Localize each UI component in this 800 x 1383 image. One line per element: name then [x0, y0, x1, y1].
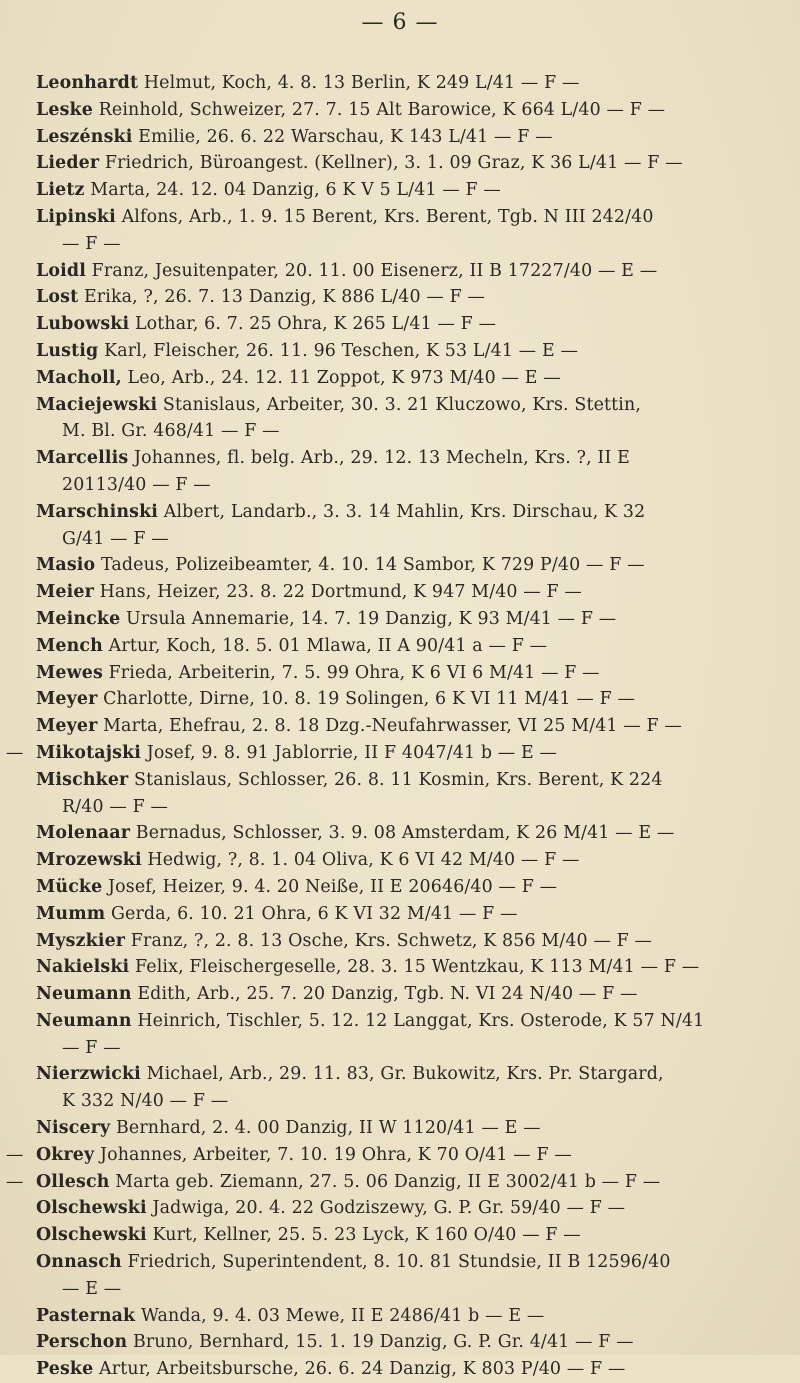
entry-details: Marta, Ehefrau, 2. 8. 18 Dzg.-Neufahrwasser, VI 25 M/41 — F —: [103, 716, 682, 737]
entry-details: Bernhard, 2. 4. 00 Danzig, II W 1120/41 — E —: [115, 1118, 541, 1139]
entry-details: Frieda, Arbeiterin, 7. 5. 99 Ohra, K 6 VI 6 M/41 — F —: [108, 662, 600, 683]
entry-details-continued: 20113/40 — F —: [62, 474, 211, 495]
entry-surname: Marcellis: [36, 448, 129, 469]
entry-details: Wanda, 9. 4. 03 Mewe, II E 2486/41 b — E —: [140, 1305, 545, 1326]
entry-surname: Ollesch: [36, 1171, 110, 1192]
list-item: [0, 901, 800, 928]
list-item: [0, 1222, 800, 1249]
entry-details: Erika, ?, 26. 7. 13 Danzig, K 886 L/40 — F —: [83, 287, 486, 308]
entry-surname: Lustig: [36, 340, 99, 361]
list-item: [0, 713, 800, 740]
list-item: [0, 445, 800, 499]
entry-details: Ursula Annemarie, 14. 7. 19 Danzig, K 93 M/41 — F —: [126, 608, 617, 629]
entry-surname: Olschewski: [36, 1225, 147, 1246]
list-item: [0, 686, 800, 713]
list-item: [0, 392, 800, 446]
entry-surname: Lipinski: [36, 206, 116, 227]
entry-surname: Perschon: [36, 1332, 128, 1353]
entry-details: Jadwiga, 20. 4. 22 Godziszewy, G. P. Gr. 59/40 — F —: [152, 1198, 626, 1219]
entry-surname: Masio: [36, 555, 96, 576]
entry-details: Lothar, 6. 7. 25 Ohra, K 265 L/41 — F —: [134, 314, 497, 335]
entry-details: Hans, Heizer, 23. 8. 22 Dortmund, K 947 M/40 — F —: [99, 582, 582, 603]
entry-surname: Pasternak: [36, 1305, 136, 1326]
entry-details: Albert, Landarb., 3. 3. 14 Mahlin, Krs. Dirschau, K 32: [163, 501, 646, 522]
entry-surname: Myszkier: [36, 930, 126, 951]
entry-details: Stanislaus, Schlosser, 26. 8. 11 Kosmin, Krs. Berent, K 224: [134, 769, 663, 790]
entry-details: Artur, Koch, 18. 5. 01 Mlawa, II A 90/41 a — F —: [108, 635, 548, 656]
entry-list: [0, 70, 800, 1383]
entry-surname: Meincke: [36, 608, 121, 629]
list-item: [0, 767, 800, 821]
entry-surname: Mischker: [36, 769, 129, 790]
entry-details: Franz, ?, 2. 8. 13 Osche, Krs. Schwetz, K 856 M/40 — F —: [130, 930, 653, 951]
margin-dash-marker: —: [6, 1144, 24, 1165]
entry-details: Marta geb. Ziemann, 27. 5. 06 Danzig, II E 3002/41 b — F —: [115, 1171, 661, 1192]
entry-details-continued: M. Bl. Gr. 468/41 — F —: [62, 421, 280, 442]
entry-details: Alfons, Arb., 1. 9. 15 Berent, Krs. Berent, Tgb. N III 242/40: [121, 206, 654, 227]
list-item: [0, 284, 800, 311]
entry-details-continued: — E —: [62, 1278, 122, 1299]
entry-surname: Maciejewski: [36, 394, 158, 415]
entry-surname: Lieder: [36, 153, 100, 174]
list-item: [0, 258, 800, 285]
list-item: [0, 606, 800, 633]
entry-details: Friedrich, Superintendent, 8. 10. 81 Stundsie, II B 12596/40: [127, 1252, 671, 1273]
entry-details: Edith, Arb., 25. 7. 20 Danzig, Tgb. N. VI 24 N/40 — F —: [137, 984, 638, 1005]
entry-details: Franz, Jesuitenpater, 20. 11. 00 Eisenerz, II B 17227/40 — E —: [91, 260, 658, 281]
entry-surname: Nakielski: [36, 957, 130, 978]
entry-details: Josef, 9. 8. 91 Jablorrie, II F 4047/41 b — E —: [146, 742, 558, 763]
entry-surname: Mumm: [36, 903, 106, 924]
entry-surname: Meier: [36, 582, 94, 603]
entry-surname: Mrozewski: [36, 850, 142, 871]
list-item: [0, 820, 800, 847]
entry-surname: Lubowski: [36, 314, 130, 335]
entry-details: Josef, Heizer, 9. 4. 20 Neiße, II E 20646/40 — F —: [108, 876, 558, 897]
entry-surname: Molenaar: [36, 823, 131, 844]
entry-surname: Mewes: [36, 662, 103, 683]
list-item: [0, 70, 800, 97]
entry-surname: Peske: [36, 1359, 94, 1380]
entry-surname: Leszénski: [36, 126, 133, 147]
entry-details: Reinhold, Schweizer, 27. 7. 15 Alt Barowice, K 664 L/40 — F —: [98, 99, 666, 120]
entry-details-continued: — F —: [62, 233, 121, 254]
entry-details: Hedwig, ?, 8. 1. 04 Oliva, K 6 VI 42 M/40 — F —: [147, 850, 580, 871]
list-item: [0, 954, 800, 981]
entry-details: Charlotte, Dirne, 10. 8. 19 Solingen, 6 K VI 11 M/41 — F —: [103, 689, 636, 710]
entry-details: Johannes, Arbeiter, 7. 10. 19 Ohra, K 70 O/41 — F —: [99, 1144, 572, 1165]
list-item: [0, 928, 800, 955]
entry-details: Tadeus, Polizeibeamter, 4. 10. 14 Sambor, K 729 P/40 — F —: [100, 555, 645, 576]
list-item: [0, 1115, 800, 1142]
list-item: [0, 1329, 800, 1356]
entry-details: Heinrich, Tischler, 5. 12. 12 Langgat, Krs. Osterode, K 57 N/41: [137, 1010, 705, 1031]
entry-details: Friedrich, Büroangest. (Kellner), 3. 1. 09 Graz, K 36 L/41 — F —: [104, 153, 683, 174]
list-item: [0, 150, 800, 177]
list-item: [0, 874, 800, 901]
entry-details: Helmut, Koch, 4. 8. 13 Berlin, K 249 L/41 — F —: [143, 73, 580, 93]
list-item: [0, 552, 800, 579]
list-item: [0, 365, 800, 392]
list-item: [0, 1008, 800, 1062]
entry-surname: Niscery: [36, 1118, 111, 1139]
entry-surname: Lost: [36, 287, 79, 308]
entry-surname: Mench: [36, 635, 103, 656]
entry-surname: Neumann: [36, 1010, 132, 1031]
entry-details: Bruno, Bernhard, 15. 1. 19 Danzig, G. P. Gr. 4/41 — F —: [133, 1332, 634, 1353]
entry-surname: Meyer: [36, 689, 98, 710]
entry-surname: Nierzwicki: [36, 1064, 141, 1085]
list-item: [0, 97, 800, 124]
entry-details: Leo, Arb., 24. 12. 11 Zoppot, K 973 M/40 — E —: [127, 367, 561, 388]
entry-surname: Loidl: [36, 260, 86, 281]
list-item: [0, 338, 800, 365]
list-item: [0, 204, 800, 258]
entry-surname: Mikotajski: [36, 742, 142, 763]
entry-details: Johannes, fl. belg. Arb., 29. 12. 13 Mecheln, Krs. ?, II E: [133, 448, 630, 469]
page-number: — 6 —: [361, 10, 439, 35]
list-item: [0, 847, 800, 874]
entry-surname: Marschinski: [36, 501, 159, 522]
entry-surname: Leske: [36, 99, 93, 120]
entry-surname: Mücke: [36, 876, 103, 897]
list-item: [0, 177, 800, 204]
list-item: [0, 740, 800, 767]
entry-details: Emilie, 26. 6. 22 Warschau, K 143 L/41 — F —: [138, 126, 553, 147]
entry-surname: Neumann: [36, 984, 132, 1005]
entry-surname: Meyer: [36, 716, 98, 737]
list-item: [0, 660, 800, 687]
entry-details: Michael, Arb., 29. 11. 83, Gr. Bukowitz, Krs. Pr. Stargard,: [146, 1064, 664, 1085]
entry-details-continued: G/41 — F —: [62, 528, 169, 549]
entry-surname: Leonhardt: [36, 73, 139, 93]
entry-details: Bernadus, Schlosser, 3. 9. 08 Amsterdam, K 26 M/41 — E —: [135, 823, 675, 844]
entry-details-continued: R/40 — F —: [62, 796, 169, 817]
list-item: [0, 1061, 800, 1115]
entry-details: Stanislaus, Arbeiter, 30. 3. 21 Kluczowo, Krs. Stettin,: [162, 394, 642, 415]
entry-surname: Onnasch: [36, 1252, 122, 1273]
entry-surname: Lietz: [36, 180, 85, 201]
margin-dash-marker: —: [6, 742, 24, 763]
list-item: [0, 311, 800, 338]
entry-surname: Okrey: [36, 1144, 95, 1165]
entry-details: Marta, 24. 12. 04 Danzig, 6 K V 5 L/41 — F —: [90, 180, 501, 201]
entry-details-continued: — F —: [62, 1037, 121, 1058]
list-item: [0, 633, 800, 660]
list-item: [0, 1356, 800, 1383]
list-item: [0, 124, 800, 151]
entry-surname: Macholl,: [36, 367, 122, 388]
list-item: [0, 1142, 800, 1169]
list-item: [0, 1303, 800, 1330]
list-item: [0, 499, 800, 553]
list-item: [0, 1195, 800, 1222]
list-item: [0, 579, 800, 606]
list-item: [0, 1169, 800, 1196]
entry-details: Karl, Fleischer, 26. 11. 96 Teschen, K 53 L/41 — E —: [104, 340, 579, 361]
entry-surname: Olschewski: [36, 1198, 147, 1219]
margin-dash-marker: —: [6, 1171, 24, 1192]
entry-details: Felix, Fleischergeselle, 28. 3. 15 Wentzkau, K 113 M/41 — F —: [134, 957, 700, 978]
entry-details-continued: K 332 N/40 — F —: [62, 1091, 229, 1112]
entry-details: Kurt, Kellner, 25. 5. 23 Lyck, K 160 O/40 — F —: [152, 1225, 581, 1246]
list-item: [0, 981, 800, 1008]
list-item: [0, 1249, 800, 1303]
entry-details: Gerda, 6. 10. 21 Ohra, 6 K VI 32 M/41 — F —: [110, 903, 518, 924]
entry-details: Artur, Arbeitsbursche, 26. 6. 24 Danzig, K 803 P/40 — F —: [99, 1359, 626, 1380]
